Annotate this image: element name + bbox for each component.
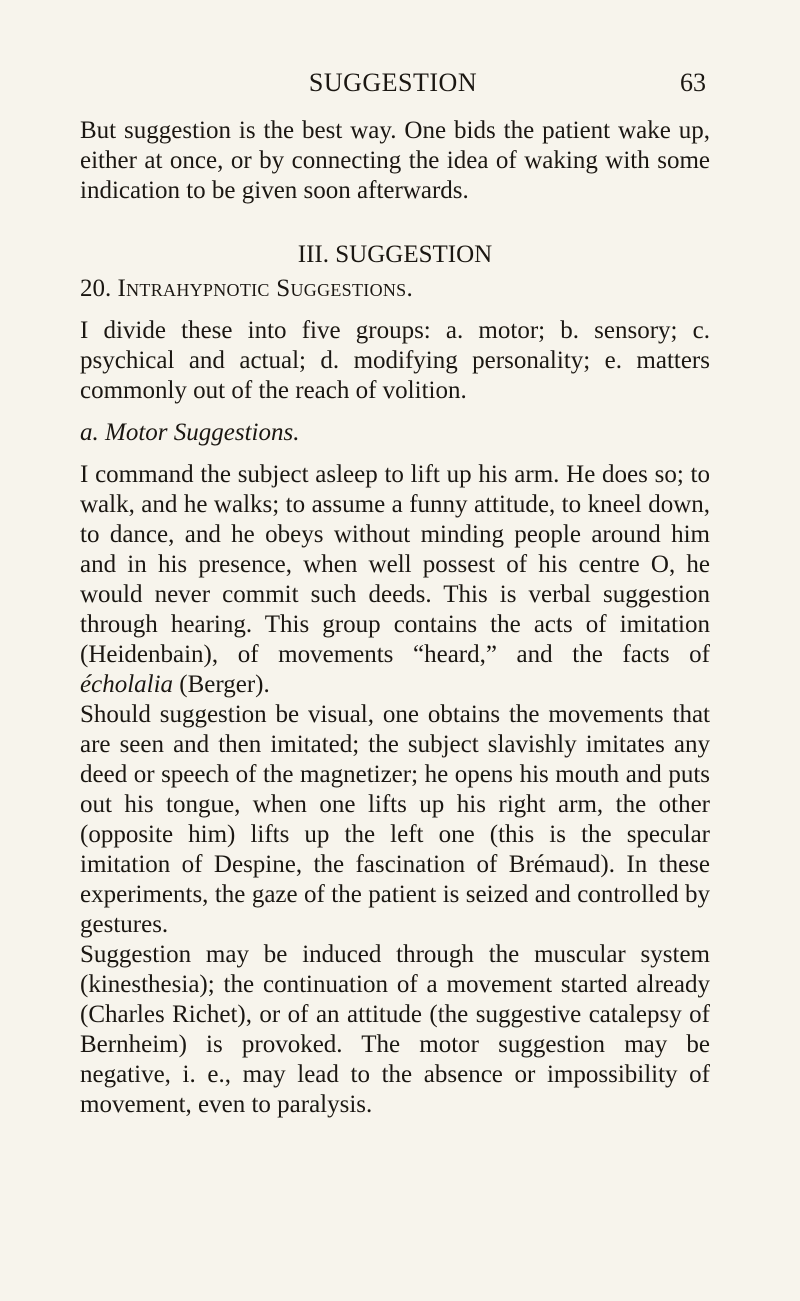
subsection-heading	[80, 274, 710, 304]
section-title: III. SUGGESTION	[297, 241, 493, 268]
subsection-number: 20.	[80, 275, 112, 302]
running-head	[80, 68, 706, 102]
paragraph-motor-3: Suggestion may be induced through the muscular system (kinesthesia); the continuation of a movement started already (Charles Richet), or of an attitude (the suggestive catalepsy of Bernheim) is provoked. The motor suggestion may be negative, i. e., may lead to the absence or impossibility of movement, even to paralysis.	[80, 941, 710, 1118]
paragraph-motor-1	[80, 460, 710, 700]
motor-suggestions-heading: a. Motor Suggestions.	[80, 419, 300, 446]
echolalia-term: écholalia	[80, 671, 174, 698]
paragraph-intro: But suggestion is the best way. One bids the patient wake up, either at once, or by connecting the idea of waking with some indication to be given soon afterwards.	[80, 117, 710, 204]
paragraph-motor-1-text-b: (Berger).	[173, 671, 270, 698]
page-number: 63	[680, 68, 706, 97]
subsection-title: Intrahypnotic Suggestions.	[117, 275, 414, 302]
paragraph-motor-1-text-a: I command the subject asleep to lift up his arm. He does so; to walk, and he walks; to assume a funny attitude, to kneel down, to dance, and he obeys without minding people around him and in his presence, when well possest of his centre O, he would never commit such deeds. This is verbal suggestion through hearing. This group contains the acts of imitation (Heidenbain), of movements “heard,” and the facts of	[80, 461, 710, 668]
paragraph-groups: I divide these into five groups: a. motor; b. sensory; c. psychical and actual; d. modifying personality; e. matters commonly out of the reach of volition.	[80, 317, 710, 404]
body-text	[80, 116, 710, 1120]
paragraph-motor-2: Should suggestion be visual, one obtains the movements that are seen and then imitated; the subject slavishly imitates any deed or speech of the magnetizer; he opens his mouth and puts out his tongue, when one lifts up his right arm, the other (opposite him) lifts up the left one (this is the specular imitation of Despine, the fascination of Brémaud). In these experiments, the gaze of the patient is seized and controlled by gestures.	[80, 701, 710, 938]
running-head-title: SUGGESTION	[308, 68, 478, 97]
